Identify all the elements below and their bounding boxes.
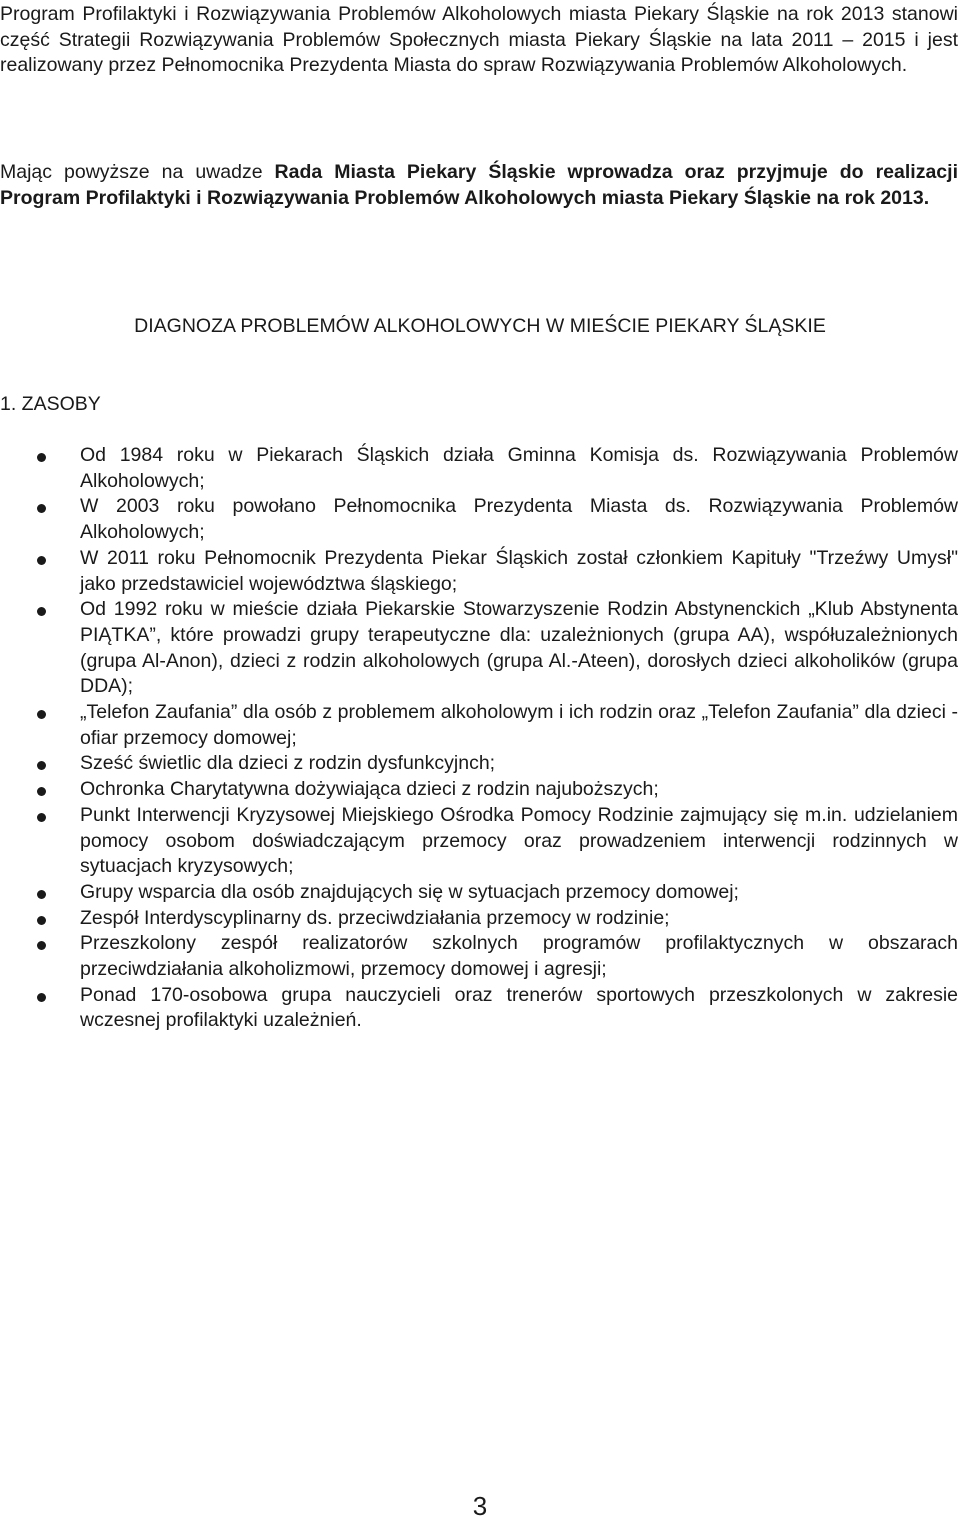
bullet-icon [37, 761, 46, 770]
list-item [0, 803, 958, 880]
resolution-paragraph [0, 160, 958, 211]
bullet-icon [37, 504, 46, 513]
list-item-text: Od 1992 roku w mieście działa Piekarskie Stowarzyszenie Rodzin Abstynenckich „Klub Abstynenta PIĄTKA”, które prowadzi grupy terapeutyczne dla: uzależnionych (grupa AA), współuzależnionych (grupa Al-Anon), dzieci z rodzin alkoholowych (grupa Al.-Ateen), dorosłych dzieci alkoholików (grupa DDA); [80, 598, 958, 698]
list-item [0, 597, 958, 700]
list-item-text: Od 1984 roku w Piekarach Śląskich działa Gminna Komisja ds. Rozwiązywania Problemów Alkoholowych; [80, 444, 958, 492]
section-heading: 1. ZASOBY [0, 393, 101, 415]
resources-list [0, 443, 958, 1034]
list-item [0, 906, 958, 932]
bullet-icon [37, 787, 46, 796]
list-item-text: Ochronka Charytatywna dożywiająca dzieci z rodzin najuboższych; [80, 778, 659, 801]
list-item-text: Punkt Interwencji Kryzysowej Miejskiego Ośrodka Pomocy Rodzinie zajmujący się m.in. udzielaniem pomocy osobom doświadczającym przemocy oraz prowadzeniem interwencji rodzinnych w sytuacjach kryzysowych; [80, 803, 958, 878]
list-item-text: Grupy wsparcia dla osób znajdujących się w sytuacjach przemocy domowej; [80, 880, 739, 903]
resolution-bold-text: Rada Miasta Piekary Śląskie wprowadza oraz przyjmuje do realizacji Program Profilaktyki i Rozwiązywania Problemów Alkoholowych miasta Piekary Śląskie na rok 2013. [0, 161, 958, 209]
list-item-text: „Telefon Zaufania” dla osób z problemem alkoholowym i ich rodzin oraz „Telefon Zaufania” dla dzieci - ofiar przemocy domowej; [80, 701, 958, 749]
list-item-text: Ponad 170-osobowa grupa nauczycieli oraz trenerów sportowych przeszkolonych w zakresie wczesnej profilaktyki uzależnień. [80, 983, 958, 1032]
bullet-icon [37, 453, 46, 462]
page-number: 3 [472, 1491, 488, 1521]
intro-paragraph: Program Profilaktyki i Rozwiązywania Problemów Alkoholowych miasta Piekary Śląskie na rok 2013 stanowi część Strategii Rozwiązywania Problemów Społecznych miasta Piekary Śląskie na lata 2011 – 2015 i jest realizowany przez Pełnomocnika Prezydenta Miasta do spraw Rozwiązywania Problemów Alkoholowych. [0, 3, 958, 77]
bullet-icon [37, 916, 46, 925]
list-item-text: W 2011 roku Pełnomocnik Prezydenta Piekar Śląskich został członkiem Kapituły "Trzeźwy Umysł" jako przedstawiciel województwa śląskiego; [80, 546, 958, 595]
list-item-text: Sześć świetlic dla dzieci z rodzin dysfunkcyjnch; [80, 752, 496, 775]
bullet-icon [37, 813, 46, 822]
list-item-text: W 2003 roku powołano Pełnomocnika Prezydenta Miasta ds. Rozwiązywania Problemów Alkoholowych; [80, 495, 958, 544]
diagnosis-heading: DIAGNOZA PROBLEMÓW ALKOHOLOWYCH W MIEŚCIE PIEKARY ŚLĄSKIE [134, 315, 826, 337]
list-item [0, 443, 958, 494]
list-item-text: Zespół Interdyscyplinarny ds. przeciwdziałania przemocy w rodzinie; [80, 906, 670, 929]
bullet-icon [37, 890, 46, 899]
bullet-icon [37, 941, 46, 950]
bullet-icon [37, 607, 46, 616]
list-item [0, 700, 958, 751]
resolution-lead-text: Mając powyższe na uwadze [0, 161, 275, 183]
list-item [0, 494, 958, 545]
list-item [0, 777, 958, 803]
list-item [0, 931, 958, 982]
list-item [0, 546, 958, 597]
list-item [0, 983, 958, 1034]
list-item [0, 751, 958, 777]
list-item-text: Przeszkolony zespół realizatorów szkolnych programów profilaktycznych w obszarach przeciwdziałania alkoholizmowi, przemocy domowej i agresji; [80, 932, 958, 981]
bullet-icon [37, 993, 46, 1002]
list-item [0, 880, 958, 906]
bullet-icon [37, 710, 46, 719]
bullet-icon [37, 556, 46, 565]
